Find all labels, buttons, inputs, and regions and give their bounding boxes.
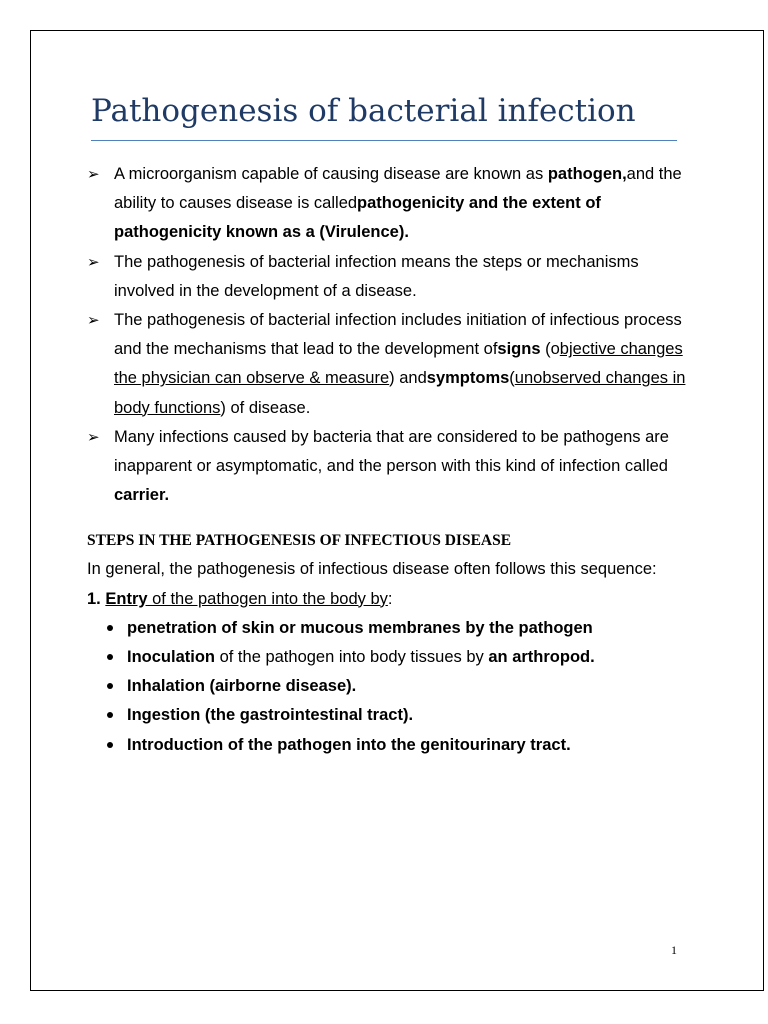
bullet-run: pathogen,	[547, 165, 627, 183]
title-divider	[91, 140, 677, 141]
sub-run: Inhalation (airborne disease).	[127, 677, 357, 696]
bullet-run: and the ability to causes disease is called	[114, 165, 682, 213]
arrow-bullet-item	[87, 423, 687, 511]
bullet-dot-icon	[107, 712, 113, 718]
arrow-bullet-list	[87, 160, 687, 510]
bullet-run: symptoms	[426, 369, 510, 388]
bullet-run: pathogenicity and the extent of pathogenicity known as a (Virulence).	[114, 194, 601, 242]
sub-run: an arthropod.	[488, 648, 595, 667]
bullet-run: ) and	[389, 369, 427, 388]
sub-bullet-item	[87, 731, 687, 760]
sub-bullet-item	[87, 701, 687, 730]
arrow-bullet-icon: ➢	[87, 311, 100, 330]
arrow-bullet-item	[87, 306, 687, 423]
sub-run: Ingestion (the gastrointestinal tract).	[127, 706, 414, 725]
arrow-bullet-item	[87, 160, 687, 248]
item-run: :	[387, 589, 393, 608]
sub-bullet-item	[87, 614, 687, 643]
sub-run: Inoculation	[127, 648, 215, 667]
sub-run: of the pathogen into body tissues by	[215, 648, 489, 667]
sub-bullet-item	[87, 672, 687, 701]
arrow-bullet-icon: ➢	[87, 427, 100, 446]
bullet-run: Many infections caused by bacteria that are considered to be pathogens are inapparent or asymptomatic, and the person with this kind of infection called	[114, 427, 669, 476]
document-page	[30, 30, 764, 991]
page-title: Pathogenesis of bacterial infection	[91, 93, 636, 129]
item-run: Entry	[105, 589, 148, 608]
sub-run: Introduction of the pathogen into the genitourinary tract.	[127, 735, 571, 754]
section-intro: In general, the pathogenesis of infectious disease often follows this sequence:	[87, 560, 657, 579]
numbered-item	[87, 585, 687, 614]
arrow-bullet-item	[87, 248, 687, 306]
bullet-run: carrier.	[114, 486, 170, 505]
arrow-bullet-icon: ➢	[87, 252, 100, 271]
bullet-run: ) of disease.	[220, 398, 311, 417]
bullet-run: unobserved changes in body functions	[114, 369, 686, 417]
bullet-dot-icon	[107, 683, 113, 689]
page-number: 1	[671, 943, 677, 957]
item-run: of the pathogen into the body by	[147, 589, 388, 608]
arrow-bullet-icon: ➢	[87, 165, 100, 183]
sub-bullet-list	[87, 614, 687, 760]
item-number: 1.	[87, 589, 101, 608]
section-heading: STEPS IN THE PATHOGENESIS OF INFECTIOUS DISEASE	[87, 532, 512, 550]
sub-bullet-item	[87, 643, 687, 672]
bullet-dot-icon	[107, 625, 113, 631]
bullet-dot-icon	[107, 742, 113, 748]
bullet-run: The pathogenesis of bacterial infection means the steps or mechanisms involved in the development of a disease.	[114, 252, 639, 300]
bullet-run: signs	[497, 340, 541, 359]
bullet-dot-icon	[107, 654, 113, 660]
bullet-run: (	[509, 369, 515, 388]
document-body	[87, 160, 687, 760]
bullet-run: A microorganism capable of causing disease are known as	[114, 165, 548, 183]
bullet-run: bjective changes the physician can observe & measure	[114, 340, 683, 388]
sub-run: penetration of skin or mucous membranes by the pathogen	[127, 618, 593, 637]
bullet-run: (o	[540, 340, 560, 359]
bullet-run: The pathogenesis of bacterial infection includes initiation of infectious process and the mechanisms that lead to the development of	[114, 311, 682, 359]
